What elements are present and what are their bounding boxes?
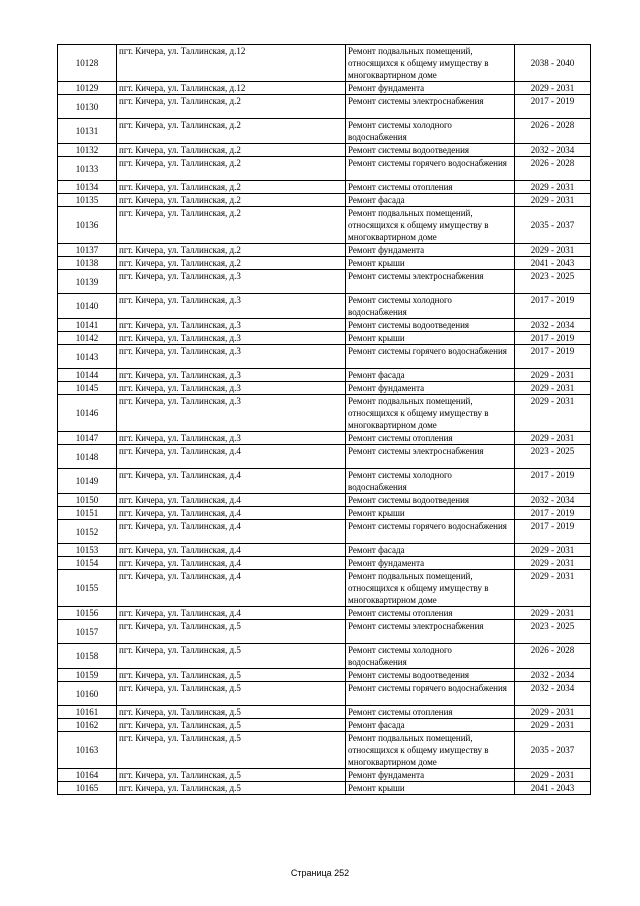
row-number: 10138 xyxy=(58,257,117,270)
row-work-type: Ремонт подвальных помещений, относящихся к общему имуществу в многоквартирном доме xyxy=(346,207,515,244)
row-work-type: Ремонт системы отопления xyxy=(346,432,515,445)
row-number: 10164 xyxy=(58,769,117,782)
table-row xyxy=(58,644,591,669)
row-work-type: Ремонт системы холодного водоснабжения xyxy=(346,469,515,494)
row-number: 10130 xyxy=(58,95,117,119)
row-number: 10145 xyxy=(58,382,117,395)
row-number: 10134 xyxy=(58,181,117,194)
table-row xyxy=(58,82,591,95)
row-years: 2029 - 2031 xyxy=(515,570,591,607)
table-row xyxy=(58,544,591,557)
row-address: пгт. Кичера, ул. Таллинская, д.4 xyxy=(117,570,346,607)
table-row xyxy=(58,181,591,194)
row-work-type: Ремонт системы горячего водоснабжения xyxy=(346,345,515,369)
row-years: 2029 - 2031 xyxy=(515,369,591,382)
row-number: 10143 xyxy=(58,345,117,369)
page-number: Страница 252 xyxy=(290,868,350,878)
row-number: 10152 xyxy=(58,520,117,544)
row-address: пгт. Кичера, ул. Таллинская, д.3 xyxy=(117,319,346,332)
row-number: 10137 xyxy=(58,244,117,257)
row-years: 2023 - 2025 xyxy=(515,620,591,644)
table-row xyxy=(58,520,591,544)
row-years: 2032 - 2034 xyxy=(515,682,591,706)
table-row xyxy=(58,332,591,345)
row-address: пгт. Кичера, ул. Таллинская, д.5 xyxy=(117,782,346,795)
table-row xyxy=(58,144,591,157)
table-row xyxy=(58,469,591,494)
row-years: 2029 - 2031 xyxy=(515,769,591,782)
row-work-type: Ремонт системы отопления xyxy=(346,181,515,194)
row-work-type: Ремонт системы отопления xyxy=(346,607,515,620)
row-number: 10150 xyxy=(58,494,117,507)
row-work-type: Ремонт системы холодного водоснабжения xyxy=(346,644,515,669)
row-work-type: Ремонт фасада xyxy=(346,544,515,557)
row-work-type: Ремонт фасада xyxy=(346,719,515,732)
row-number: 10159 xyxy=(58,669,117,682)
row-work-type: Ремонт крыши xyxy=(346,257,515,270)
row-work-type: Ремонт системы горячего водоснабжения xyxy=(346,157,515,181)
row-address: пгт. Кичера, ул. Таллинская, д.2 xyxy=(117,194,346,207)
row-address: пгт. Кичера, ул. Таллинская, д.5 xyxy=(117,669,346,682)
row-years: 2029 - 2031 xyxy=(515,181,591,194)
row-number: 10153 xyxy=(58,544,117,557)
row-years: 2029 - 2031 xyxy=(515,607,591,620)
row-number: 10131 xyxy=(58,119,117,144)
row-work-type: Ремонт системы водоотведения xyxy=(346,494,515,507)
table-row xyxy=(58,507,591,520)
row-number: 10142 xyxy=(58,332,117,345)
row-work-type: Ремонт системы водоотведения xyxy=(346,669,515,682)
row-address: пгт. Кичера, ул. Таллинская, д.5 xyxy=(117,620,346,644)
row-address: пгт. Кичера, ул. Таллинская, д.4 xyxy=(117,445,346,469)
row-address: пгт. Кичера, ул. Таллинская, д.3 xyxy=(117,369,346,382)
row-number: 10146 xyxy=(58,395,117,432)
table-row xyxy=(58,732,591,769)
row-work-type: Ремонт системы водоотведения xyxy=(346,144,515,157)
row-number: 10129 xyxy=(58,82,117,95)
row-work-type: Ремонт фундамента xyxy=(346,82,515,95)
row-years: 2023 - 2025 xyxy=(515,445,591,469)
row-years: 2023 - 2025 xyxy=(515,270,591,294)
table-row xyxy=(58,319,591,332)
table-row xyxy=(58,270,591,294)
row-work-type: Ремонт фундамента xyxy=(346,382,515,395)
table-row xyxy=(58,706,591,719)
table-row xyxy=(58,782,591,795)
table-body xyxy=(58,45,591,795)
row-work-type: Ремонт подвальных помещений, относящихся к общему имуществу в многоквартирном доме xyxy=(346,570,515,607)
row-years: 2032 - 2034 xyxy=(515,669,591,682)
row-years: 2017 - 2019 xyxy=(515,507,591,520)
row-address: пгт. Кичера, ул. Таллинская, д.4 xyxy=(117,469,346,494)
table-row xyxy=(58,769,591,782)
row-address: пгт. Кичера, ул. Таллинская, д.2 xyxy=(117,207,346,244)
row-years: 2041 - 2043 xyxy=(515,257,591,270)
row-number: 10161 xyxy=(58,706,117,719)
row-address: пгт. Кичера, ул. Таллинская, д.5 xyxy=(117,719,346,732)
row-work-type: Ремонт подвальных помещений, относящихся к общему имуществу в многоквартирном доме xyxy=(346,395,515,432)
row-number: 10155 xyxy=(58,570,117,607)
row-number: 10136 xyxy=(58,207,117,244)
row-years: 2026 - 2028 xyxy=(515,157,591,181)
row-years: 2032 - 2034 xyxy=(515,494,591,507)
row-years: 2017 - 2019 xyxy=(515,345,591,369)
row-work-type: Ремонт фундамента xyxy=(346,769,515,782)
row-work-type: Ремонт фундамента xyxy=(346,244,515,257)
row-address: пгт. Кичера, ул. Таллинская, д.2 xyxy=(117,95,346,119)
row-years: 2029 - 2031 xyxy=(515,82,591,95)
row-work-type: Ремонт системы водоотведения xyxy=(346,319,515,332)
row-address: пгт. Кичера, ул. Таллинская, д.5 xyxy=(117,644,346,669)
row-work-type: Ремонт системы электроснабжения xyxy=(346,620,515,644)
repair-schedule-table xyxy=(57,44,591,795)
row-address: пгт. Кичера, ул. Таллинская, д.2 xyxy=(117,157,346,181)
row-address: пгт. Кичера, ул. Таллинская, д.4 xyxy=(117,607,346,620)
row-work-type: Ремонт крыши xyxy=(346,507,515,520)
table-row xyxy=(58,620,591,644)
row-work-type: Ремонт крыши xyxy=(346,782,515,795)
table-row xyxy=(58,294,591,319)
row-address: пгт. Кичера, ул. Таллинская, д.3 xyxy=(117,294,346,319)
row-years: 2029 - 2031 xyxy=(515,395,591,432)
row-work-type: Ремонт системы горячего водоснабжения xyxy=(346,520,515,544)
row-address: пгт. Кичера, ул. Таллинская, д.2 xyxy=(117,244,346,257)
row-number: 10139 xyxy=(58,270,117,294)
row-years: 2029 - 2031 xyxy=(515,432,591,445)
row-address: пгт. Кичера, ул. Таллинская, д.5 xyxy=(117,769,346,782)
row-years: 2017 - 2019 xyxy=(515,294,591,319)
row-number: 10135 xyxy=(58,194,117,207)
row-years: 2029 - 2031 xyxy=(515,544,591,557)
row-number: 10163 xyxy=(58,732,117,769)
row-number: 10162 xyxy=(58,719,117,732)
row-address: пгт. Кичера, ул. Таллинская, д.2 xyxy=(117,181,346,194)
row-years: 2041 - 2043 xyxy=(515,782,591,795)
row-number: 10140 xyxy=(58,294,117,319)
row-work-type: Ремонт системы холодного водоснабжения xyxy=(346,119,515,144)
table-row xyxy=(58,157,591,181)
table-row xyxy=(58,669,591,682)
row-address: пгт. Кичера, ул. Таллинская, д.4 xyxy=(117,520,346,544)
row-years: 2029 - 2031 xyxy=(515,194,591,207)
table-row xyxy=(58,194,591,207)
row-address: пгт. Кичера, ул. Таллинская, д.2 xyxy=(117,119,346,144)
table-row xyxy=(58,395,591,432)
table-row xyxy=(58,244,591,257)
row-number: 10149 xyxy=(58,469,117,494)
row-number: 10144 xyxy=(58,369,117,382)
row-work-type: Ремонт подвальных помещений, относящихся к общему имуществу в многоквартирном доме xyxy=(346,45,515,82)
table-row xyxy=(58,95,591,119)
row-work-type: Ремонт системы холодного водоснабжения xyxy=(346,294,515,319)
row-address: пгт. Кичера, ул. Таллинская, д.4 xyxy=(117,544,346,557)
row-years: 2017 - 2019 xyxy=(515,95,591,119)
row-years: 2017 - 2019 xyxy=(515,520,591,544)
row-number: 10158 xyxy=(58,644,117,669)
row-work-type: Ремонт системы электроснабжения xyxy=(346,95,515,119)
row-years: 2026 - 2028 xyxy=(515,644,591,669)
row-number: 10151 xyxy=(58,507,117,520)
row-work-type: Ремонт системы горячего водоснабжения xyxy=(346,682,515,706)
row-work-type: Ремонт фасада xyxy=(346,194,515,207)
table-row xyxy=(58,119,591,144)
row-address: пгт. Кичера, ул. Таллинская, д.3 xyxy=(117,395,346,432)
row-address: пгт. Кичера, ул. Таллинская, д.4 xyxy=(117,557,346,570)
table-row xyxy=(58,45,591,82)
row-number: 10141 xyxy=(58,319,117,332)
table-row xyxy=(58,257,591,270)
row-work-type: Ремонт системы электроснабжения xyxy=(346,270,515,294)
row-years: 2035 - 2037 xyxy=(515,732,591,769)
table-row xyxy=(58,719,591,732)
table-row xyxy=(58,494,591,507)
table-row xyxy=(58,682,591,706)
row-number: 10160 xyxy=(58,682,117,706)
row-work-type: Ремонт фасада xyxy=(346,369,515,382)
row-years: 2026 - 2028 xyxy=(515,119,591,144)
row-years: 2032 - 2034 xyxy=(515,319,591,332)
row-address: пгт. Кичера, ул. Таллинская, д.5 xyxy=(117,682,346,706)
row-address: пгт. Кичера, ул. Таллинская, д.5 xyxy=(117,732,346,769)
table-row xyxy=(58,369,591,382)
table-row xyxy=(58,345,591,369)
table-row xyxy=(58,570,591,607)
table-row xyxy=(58,445,591,469)
row-work-type: Ремонт системы отопления xyxy=(346,706,515,719)
row-number: 10148 xyxy=(58,445,117,469)
row-years: 2035 - 2037 xyxy=(515,207,591,244)
row-number: 10165 xyxy=(58,782,117,795)
row-number: 10147 xyxy=(58,432,117,445)
row-years: 2029 - 2031 xyxy=(515,719,591,732)
row-address: пгт. Кичера, ул. Таллинская, д.3 xyxy=(117,382,346,395)
row-address: пгт. Кичера, ул. Таллинская, д.12 xyxy=(117,45,346,82)
row-years: 2029 - 2031 xyxy=(515,557,591,570)
row-address: пгт. Кичера, ул. Таллинская, д.2 xyxy=(117,257,346,270)
row-years: 2029 - 2031 xyxy=(515,244,591,257)
row-number: 10128 xyxy=(58,45,117,82)
row-address: пгт. Кичера, ул. Таллинская, д.12 xyxy=(117,82,346,95)
table-row xyxy=(58,382,591,395)
row-work-type: Ремонт фундамента xyxy=(346,557,515,570)
row-address: пгт. Кичера, ул. Таллинская, д.3 xyxy=(117,345,346,369)
row-years: 2029 - 2031 xyxy=(515,706,591,719)
row-number: 10154 xyxy=(58,557,117,570)
row-work-type: Ремонт системы электроснабжения xyxy=(346,445,515,469)
table-row xyxy=(58,432,591,445)
row-address: пгт. Кичера, ул. Таллинская, д.3 xyxy=(117,332,346,345)
row-address: пгт. Кичера, ул. Таллинская, д.3 xyxy=(117,432,346,445)
row-number: 10133 xyxy=(58,157,117,181)
table-row xyxy=(58,207,591,244)
row-years: 2017 - 2019 xyxy=(515,469,591,494)
table-row xyxy=(58,607,591,620)
row-years: 2017 - 2019 xyxy=(515,332,591,345)
row-number: 10157 xyxy=(58,620,117,644)
row-address: пгт. Кичера, ул. Таллинская, д.5 xyxy=(117,706,346,719)
row-number: 10156 xyxy=(58,607,117,620)
row-address: пгт. Кичера, ул. Таллинская, д.4 xyxy=(117,494,346,507)
row-years: 2038 - 2040 xyxy=(515,45,591,82)
row-years: 2029 - 2031 xyxy=(515,382,591,395)
row-address: пгт. Кичера, ул. Таллинская, д.4 xyxy=(117,507,346,520)
row-years: 2032 - 2034 xyxy=(515,144,591,157)
row-number: 10132 xyxy=(58,144,117,157)
row-address: пгт. Кичера, ул. Таллинская, д.2 xyxy=(117,144,346,157)
table-row xyxy=(58,557,591,570)
row-work-type: Ремонт крыши xyxy=(346,332,515,345)
row-work-type: Ремонт подвальных помещений, относящихся к общему имуществу в многоквартирном доме xyxy=(346,732,515,769)
row-address: пгт. Кичера, ул. Таллинская, д.3 xyxy=(117,270,346,294)
